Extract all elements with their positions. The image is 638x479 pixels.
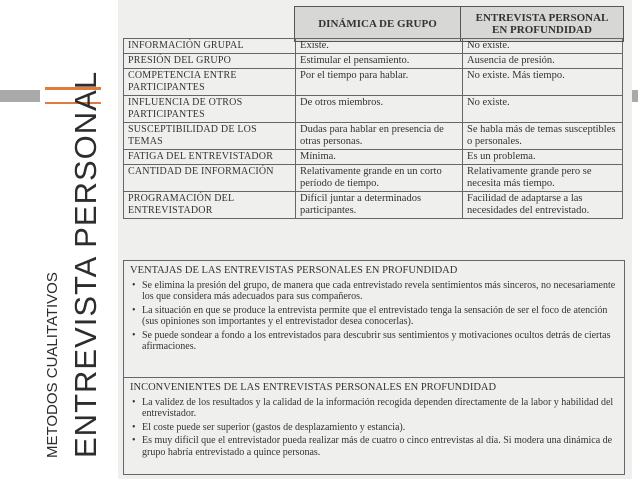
- bullet-icon: •: [132, 396, 136, 408]
- list-item: [130, 330, 618, 353]
- table-row: [124, 96, 623, 123]
- list-item: [130, 435, 618, 458]
- cell-entrevista: No existe.: [463, 96, 623, 123]
- ventajas-section: [123, 260, 625, 379]
- list-item-text: Se puede sondear a fondo a los entrevistados para descubrir sus sentimientos y motivaciones ocultos detrás de ciertas afirmaciones.: [142, 329, 611, 352]
- row-label: PROGRAMACIÓN DEL ENTREVISTADOR: [124, 192, 296, 219]
- row-label: FATIGA DEL ENTREVISTADOR: [124, 150, 296, 165]
- scanned-table-image: [118, 0, 632, 479]
- list-item-text: La validez de los resultados y la calidad de la información recogida dependen directamente de la labor y habilidad del entrevistador.: [142, 396, 614, 419]
- cell-dinamica-grupo: Dudas para hablar en presencia de otras personas.: [296, 123, 463, 150]
- header-entrevista-personal: [460, 6, 624, 42]
- row-label: COMPETENCIA ENTRE PARTICIPANTES: [124, 69, 296, 96]
- row-label: INFORMACIÓN GRUPAL: [124, 39, 296, 54]
- slide-subtitle: METODOS CUALITATIVOS: [44, 272, 61, 458]
- list-item: [130, 397, 618, 420]
- cell-entrevista: Se habla más de temas susceptibles o personales.: [463, 123, 623, 150]
- bullet-icon: •: [132, 329, 136, 341]
- table-row: [124, 54, 623, 69]
- list-item-text: La situación en que se produce la entrevista permite que el entrevistado tenga la sensación de ser el foco de atención (sus opiniones son importantes y el entrevistador desea conocerlas).: [142, 304, 608, 327]
- row-label: INFLUENCIA DE OTROS PARTICIPANTES: [124, 96, 296, 123]
- slide-title: ENTREVISTA PERSONAL: [68, 70, 103, 458]
- comparison-table: [123, 38, 623, 219]
- cell-dinamica-grupo: Mínima.: [296, 150, 463, 165]
- list-item-text: Es muy difícil que el entrevistador pueda realizar más de cuatro o cinco entrevistas al día. Si modera una dinámica de grupo habría entrevistado a quince personas.: [142, 435, 613, 458]
- cell-dinamica-grupo: Relativamente grande en un corto período de tiempo.: [296, 165, 463, 192]
- bullet-icon: •: [132, 421, 136, 433]
- decorative-gray-bar: [0, 90, 40, 102]
- table-row: [124, 192, 623, 219]
- table-row: [124, 123, 623, 150]
- cell-entrevista: Facilidad de adaptarse a las necesidades del entrevistado.: [463, 192, 623, 219]
- cell-entrevista: Es un problema.: [463, 150, 623, 165]
- ventajas-list: [124, 280, 624, 353]
- row-label: CANTIDAD DE INFORMACIÓN: [124, 165, 296, 192]
- list-item: [130, 422, 618, 434]
- list-item: [130, 305, 618, 328]
- ventajas-title: VENTAJAS DE LAS ENTREVISTAS PERSONALES EN PROFUNDIDAD: [130, 265, 458, 276]
- list-item: [130, 280, 618, 303]
- cell-entrevista: Relativamente grande pero se necesita más tiempo.: [463, 165, 623, 192]
- table-row: [124, 150, 623, 165]
- cell-dinamica-grupo: Por el tiempo para hablar.: [296, 69, 463, 96]
- inconvenientes-section: [123, 377, 625, 475]
- cell-dinamica-grupo: De otros miembros.: [296, 96, 463, 123]
- cell-entrevista: No existe. Más tiempo.: [463, 69, 623, 96]
- table-row: [124, 69, 623, 96]
- row-label: SUSCEPTIBILIDAD DE LOS TEMAS: [124, 123, 296, 150]
- cell-dinamica-grupo: Existe.: [296, 39, 463, 54]
- cell-dinamica-grupo: Difícil juntar a determinados participantes.: [296, 192, 463, 219]
- cell-entrevista: No existe.: [463, 39, 623, 54]
- header-entrevista-line1: ENTREVISTA PERSONAL: [475, 12, 609, 24]
- header-dinamica-grupo: DINÁMICA DE GRUPO: [294, 6, 461, 42]
- bullet-icon: •: [132, 279, 136, 291]
- cell-dinamica-grupo: Estimular el pensamiento.: [296, 54, 463, 69]
- list-item-text: Se elimina la presión del grupo, de manera que cada entrevistado revela sentimientos más sinceros, no necesariamente los que considera más adecuados para sus compañeros.: [142, 279, 616, 302]
- list-item-text: El coste puede ser superior (gastos de desplazamiento y estancia).: [142, 421, 406, 433]
- inconvenientes-title: INCONVENIENTES DE LAS ENTREVISTAS PERSONALES EN PROFUNDIDAD: [130, 382, 497, 393]
- table-row: [124, 39, 623, 54]
- inconvenientes-list: [124, 397, 624, 459]
- table-row: [124, 165, 623, 192]
- bullet-icon: •: [132, 435, 136, 446]
- cell-entrevista: Ausencia de presión.: [463, 54, 623, 69]
- row-label: PRESIÓN DEL GRUPO: [124, 54, 296, 69]
- bullet-icon: •: [132, 304, 136, 316]
- header-entrevista-line2: EN PROFUNDIDAD: [492, 24, 592, 36]
